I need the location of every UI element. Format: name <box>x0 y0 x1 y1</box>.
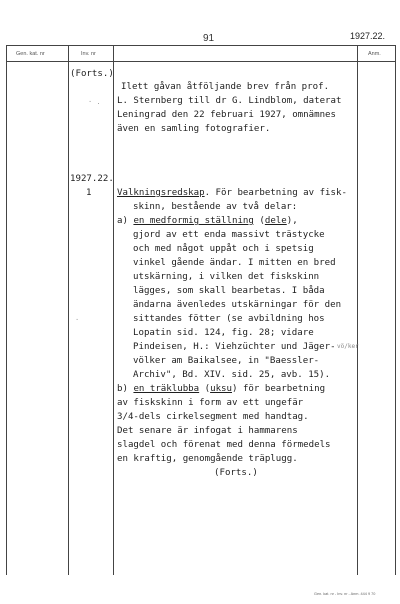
header-top-rule <box>6 45 396 46</box>
entry1-line-3: Leningrad den 22 februari 1927, omnämnes <box>117 110 336 120</box>
item-a-native-name: dele <box>264 216 287 226</box>
entry1-line-1: Ilett gåvan åtföljande brev från prof. <box>121 82 330 92</box>
entry2-line-8: lägges, som skall bearbetas. I båda <box>133 286 325 296</box>
scan-specks-1: · . <box>88 98 101 106</box>
object-title: Valkningsredskap <box>117 188 205 198</box>
entry2-line-6: vinkel gående ändar. I mitten en bred <box>133 258 336 268</box>
item-b-name: en träklubba <box>133 384 200 394</box>
entry1-number: (Forts.) <box>70 69 114 79</box>
item-a-paren-open: ( <box>253 216 265 226</box>
item-b-paren-open: ( <box>199 384 211 394</box>
column-divider-1 <box>6 45 7 575</box>
column-header-inv-nr: Inv. nr <box>81 51 96 57</box>
entry2-line-19: slagdel och förenat med denna förmedels <box>117 440 331 450</box>
entry2-line-17: 3/4-dels cirkelsegment med handtag. <box>117 412 309 422</box>
entry2-line-15 <box>117 382 325 396</box>
entry2-line-3 <box>117 214 298 228</box>
entry2-line-5: och med något uppåt och i spetsig <box>133 244 314 254</box>
entry2-line-1-rest: . För bearbetning av fisk- <box>204 188 347 198</box>
entry2-line-11: Lopatin sid. 124, fig. 28; vidare <box>133 328 314 338</box>
item-b-native-name: uksu <box>210 384 232 394</box>
entry2-line-14: Archiv", Bd. XIV. sid. 25, avb. 15). <box>133 370 331 380</box>
entry2-line-21: (Forts.) <box>214 468 258 478</box>
item-b-label: b) <box>117 384 134 394</box>
margin-note: vö/ker <box>337 343 359 350</box>
entry2-line-16: av fiskskinn i form av ett ungefär <box>117 398 304 408</box>
entry2-line-2: skinn, bestående av två delar: <box>133 202 298 212</box>
entry2-line-7: utskärning, i vilken det fiskskinn <box>133 272 320 282</box>
item-a-name: en medformig ställning <box>133 216 254 226</box>
entry2-line-1 <box>117 186 347 200</box>
column-header-gen-kat-nr: Gen. kat. nr <box>16 51 45 57</box>
scan-specks-2: · <box>75 316 80 324</box>
entry2-number: 1927.22. <box>70 174 114 184</box>
entry1-line-4: även en samling fotografier. <box>117 124 271 134</box>
entry2-line-9: ändarna ävenledes utskärningar för den <box>133 300 342 310</box>
header-bottom-rule <box>6 61 396 62</box>
column-divider-5 <box>395 45 396 575</box>
column-divider-2 <box>68 45 69 575</box>
column-divider-4 <box>357 45 358 575</box>
footer-imprint: Gen. kat. nr - Inv. nr - Anm. 444 9 70 <box>314 592 376 596</box>
entry2-line-10: sittandes fötter (se avbildning hos <box>133 314 325 324</box>
page-number: 91 <box>203 33 215 44</box>
entry2-line-18: Det senare är infogat i hammarens <box>117 426 298 436</box>
entry2-line-13: völker am Baikalsee, in "Baessler- <box>133 356 320 366</box>
item-a-label: a) <box>117 216 134 226</box>
entry2-sub-number: 1 <box>86 188 92 198</box>
column-divider-3 <box>113 45 114 575</box>
column-header-anm: Anm. <box>368 51 381 57</box>
header-date: 1927.22. <box>350 31 386 41</box>
item-b-rest: ) för bearbetning <box>232 384 326 394</box>
item-a-paren-close: ), <box>286 216 298 226</box>
entry2-line-12: Pindeisen, H.: Viehzüchter und Jäger- <box>133 342 336 352</box>
entry1-line-2: L. Sternberg till dr G. Lindblom, daterat <box>117 96 342 106</box>
entry2-line-4: gjord av ett enda massivt trästycke <box>133 230 325 240</box>
entry2-line-20: en kraftig, genomgående träplugg. <box>117 454 298 464</box>
